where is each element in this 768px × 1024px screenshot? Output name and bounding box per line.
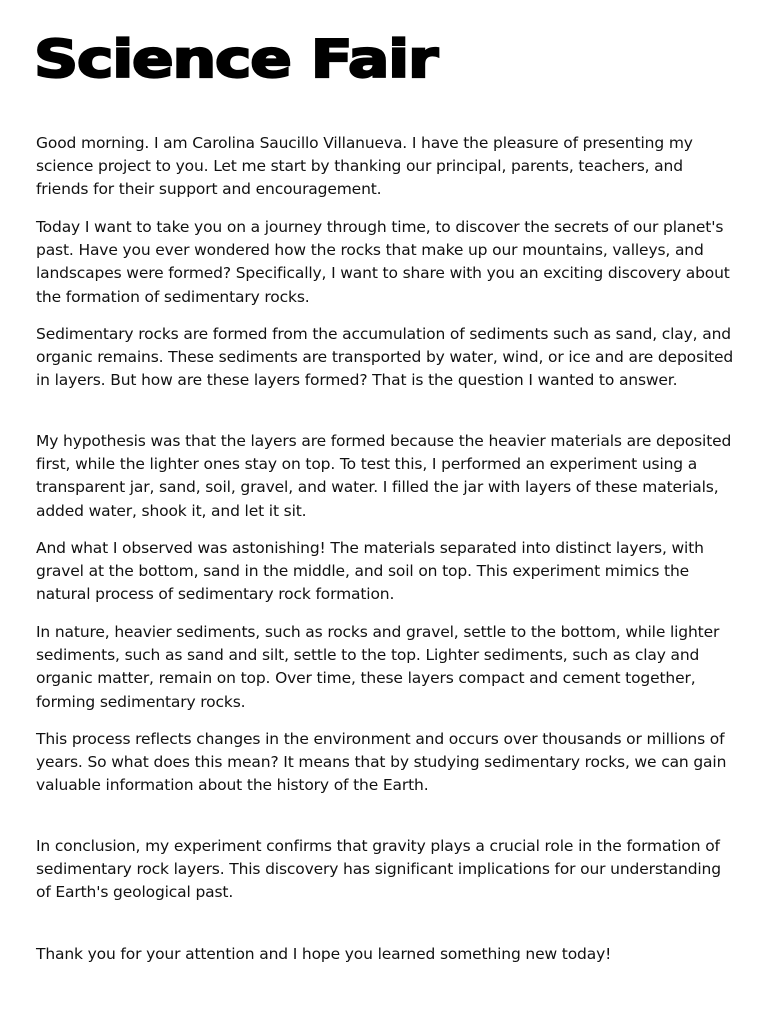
paragraph-conclusion: In conclusion, my experiment confirms that gravity plays a crucial role in the formation of sedimentary rock layers. This discovery has significant implications for our understanding of Earth's geological past. xyxy=(36,837,721,902)
page-title: Science Fair xyxy=(34,30,438,90)
paragraph-introduction: Good morning. I am Carolina Saucillo Villanueva. I have the pleasure of presenting my science project to you. Let me start by thanking our principal, parents, teachers, and friends for their support and encouragement. xyxy=(36,134,693,199)
paragraph-nature: In nature, heavier sediments, such as rocks and gravel, settle to the bottom, while lighter sediments, such as sand and silt, settle to the top. Lighter sediments, such as clay and organic matter, remain on top. Over time, these layers compact and cement together, forming sedimentary rocks. xyxy=(36,623,720,711)
paragraph-hypothesis: My hypothesis was that the layers are formed because the heavier materials are deposited first, while the lighter ones stay on top. To test this, I performed an experiment using a transparent jar, sand, soil, gravel, and water. I filled the jar with layers of these materials, added water, shook it, and let it sit. xyxy=(36,432,732,520)
paragraph-sedimentary-rocks: Sedimentary rocks are formed from the accumulation of sediments such as sand, clay, and organic remains. These sediments are transported by water, wind, or ice and are deposited in layers. But how are these layers formed? That is the question I wanted to answer. xyxy=(36,325,734,390)
paragraph-thanks: Thank you for your attention and I hope you learned something new today! xyxy=(36,945,612,963)
paragraph-process: This process reflects changes in the environment and occurs over thousands or millions of years. So what does this mean? It means that by studying sedimentary rocks, we can gain valuable information about the history of the Earth. xyxy=(36,730,727,795)
paragraph-observation: And what I observed was astonishing! The materials separated into distinct layers, with gravel at the bottom, sand in the middle, and soil on top. This experiment mimics the natural process of sedimentary rock formation. xyxy=(36,539,704,604)
paragraph-journey: Today I want to take you on a journey through time, to discover the secrets of our planet's past. Have you ever wondered how the rocks that make up our mountains, valleys, and landscapes were formed? Specifically, I want to share with you an exciting discovery about the formation of sedimentary rocks. xyxy=(36,218,730,306)
